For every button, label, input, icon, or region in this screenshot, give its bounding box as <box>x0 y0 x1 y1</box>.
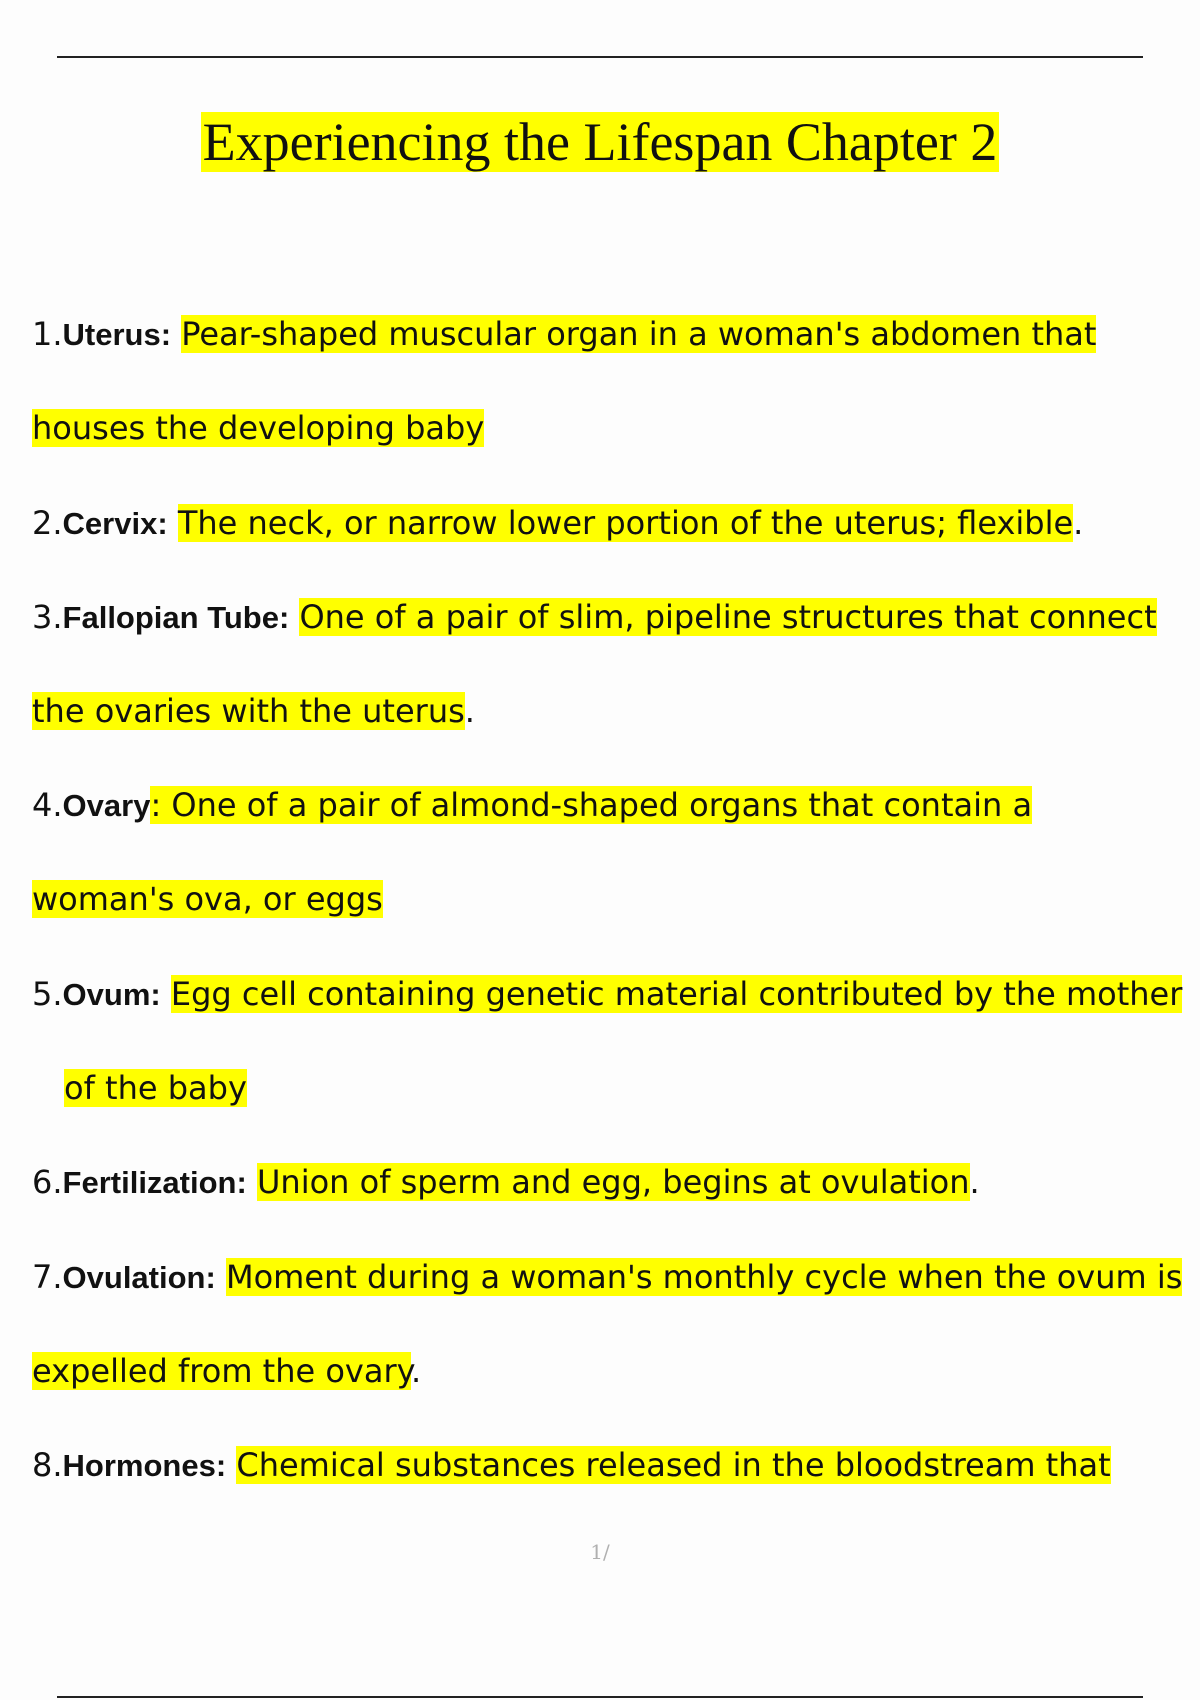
item-term: Hormones: <box>62 1448 227 1483</box>
item-definition: One of a pair of slim, pipeline structures that connect <box>299 598 1157 636</box>
item-term: Uterus: <box>62 317 172 352</box>
bottom-rule <box>57 1696 1143 1698</box>
item-definition: Chemical substances released in the bloodstream that <box>236 1446 1111 1484</box>
title-block <box>0 108 1200 176</box>
list-item <box>32 597 1157 638</box>
item-number: 7. <box>32 1258 63 1296</box>
item-number: 4. <box>32 786 63 824</box>
item-term: Ovum: <box>62 977 161 1012</box>
item-term: Ovary <box>62 788 151 823</box>
item-punct: . <box>464 692 475 730</box>
item-definition: One of a pair of almond-shaped organs that contain a <box>161 786 1032 824</box>
list-item <box>32 1445 1111 1486</box>
list-item-continuation <box>32 1351 421 1391</box>
item-term: Ovulation: <box>62 1260 216 1295</box>
item-definition-cont: woman's ova, or eggs <box>32 880 383 918</box>
item-number: 8. <box>32 1446 63 1484</box>
list-item <box>32 785 1032 826</box>
item-definition: Moment during a woman's monthly cycle when the ovum is <box>225 1258 1183 1296</box>
item-term: Cervix: <box>62 506 168 541</box>
item-number: 5. <box>32 975 63 1013</box>
item-definition: Egg cell containing genetic material contributed by the mother <box>170 975 1183 1013</box>
item-number: 2. <box>32 504 63 542</box>
item-punct: . <box>1073 504 1084 542</box>
top-rule <box>57 56 1143 58</box>
item-definition: Union of sperm and egg, begins at ovulation <box>256 1163 970 1201</box>
item-definition-cont: the ovaries with the uterus <box>32 692 465 730</box>
item-number: 1. <box>32 315 63 353</box>
item-punct: . <box>411 1352 422 1390</box>
list-item <box>32 1162 980 1203</box>
item-definition-cont: expelled from the ovary <box>32 1352 411 1390</box>
item-definition: The neck, or narrow lower portion of the uterus; flexible <box>177 504 1074 542</box>
item-term: Fertilization: <box>62 1165 247 1200</box>
item-number: 3. <box>32 598 63 636</box>
list-item <box>32 974 1182 1015</box>
item-definition-cont: of the baby <box>64 1069 247 1107</box>
item-colon: : <box>150 786 162 824</box>
item-number: 6. <box>32 1163 63 1201</box>
list-item-continuation <box>32 879 383 919</box>
item-definition-cont: houses the developing baby <box>32 409 485 447</box>
list-item <box>32 314 1096 355</box>
document-title: Experiencing the Lifespan Chapter 2 <box>202 112 998 172</box>
page-number: 1/ <box>590 1540 610 1564</box>
list-item-continuation <box>32 691 475 731</box>
item-definition: Pear-shaped muscular organ in a woman's abdomen that <box>181 315 1097 353</box>
list-item-continuation <box>32 408 484 448</box>
item-punct: . <box>969 1163 980 1201</box>
list-item <box>32 1257 1182 1298</box>
list-item-continuation <box>64 1068 247 1108</box>
list-item <box>32 503 1083 544</box>
item-term: Fallopian Tube: <box>62 600 290 635</box>
